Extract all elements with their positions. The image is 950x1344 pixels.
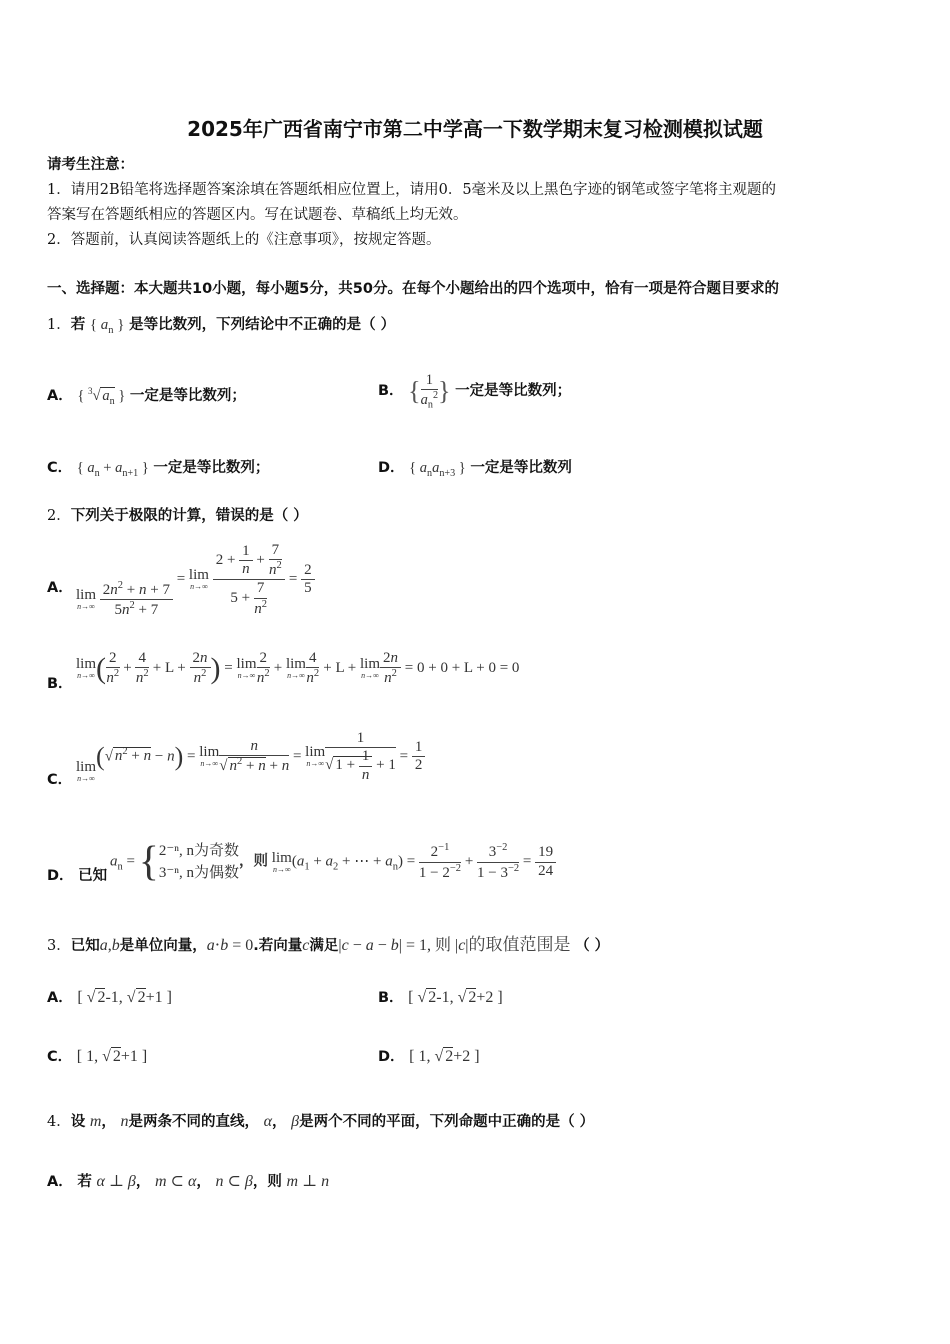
q3-mid-1: 是单位向量， xyxy=(119,938,207,954)
q1-number: 1． xyxy=(47,317,71,333)
q3-option-a xyxy=(47,986,172,1007)
q2-number: 2． xyxy=(47,508,71,524)
notice-line-1a: 1．请用2B铅笔将选择题答案涂填在答题纸相应位置上，请用0．5毫米及以上黑色字迹的钢笔或签字笔将主观题的 xyxy=(47,182,777,198)
q3-option-d xyxy=(378,1045,480,1066)
q4-a-pre: 若 xyxy=(77,1174,92,1190)
q2-d-case-1: 2⁻ⁿ, n为奇数 xyxy=(158,842,240,859)
q1-seq-formula: { $a_n$ } xyxy=(89,317,125,336)
question-4: 4．设 m， n是两条不同的直线， α， β是两个不同的平面，下列命题中正确的是（ ） xyxy=(47,1113,595,1130)
q1-option-a xyxy=(47,384,246,407)
q3-number: 3． xyxy=(47,938,71,954)
q3-paren: （ ） xyxy=(575,938,610,954)
q2-c-label: C． xyxy=(47,772,73,788)
q3-b-label: B． xyxy=(378,990,404,1006)
q2-stem: 下列关于极限的计算，错误的是（ ） xyxy=(70,508,308,524)
section-heading: 一、选择题：本大题共10小题，每小题5分，共50分。在每个小题给出的四个选项中，恰有一项是符合题目要求的 xyxy=(47,281,779,297)
question-2 xyxy=(47,504,308,525)
q3-c-formula: [ 1, √ 2+1 ] xyxy=(76,1048,148,1065)
question-1 xyxy=(47,313,395,336)
q1-a-label: A． xyxy=(47,388,73,404)
q4-mid-4: 是两个不同的平面，下列命题中正确的是（ ） xyxy=(299,1114,595,1130)
q1-a-text: 一定是等比数列； xyxy=(129,388,246,404)
q2-a-formula: lim n→∞ $\frac{2n^2 + n + 7}{5n^2 + 7}$ = lim n→∞ 2 + $\frac{1}{n}$ + $\frac{7}{n^2}$ 5 + $\frac{7}{n^2}$ = $\frac{2}{5}$ xyxy=(76,540,315,620)
q4-number: 4． xyxy=(47,1114,71,1130)
q4-mid-3: ， xyxy=(272,1114,287,1130)
q1-b-text: 一定是等比数列； xyxy=(455,382,572,399)
q2-c-formula: lim n→∞ (√ $n^2 + n - n) = \lim$ n→∞ $\frac{n}{√ n^2 + n + n}$ = lim n→∞ 1 √ 1 + $\frac{1}{n}$ + 1 = $\frac{1}{2}$ xyxy=(76,730,425,784)
q2-d-formula: $a_n$ = { 2⁻ⁿ, n为奇数 3⁻ⁿ, n为偶数 ，则 lim n→∞ ($a_1 + a_2$ + ⋯ + $a_n$) = $\frac{2^{-1}}{1 - 2^{-2}}$ + $\frac{3^{-2}}{1 - 3^{-2}}$ = $\frac{19}{24}$ xyxy=(110,838,556,886)
q2-d-label: D． xyxy=(47,868,74,884)
q4-mid-1: ， xyxy=(101,1114,116,1130)
q2-option-d xyxy=(47,864,107,885)
q2-b-formula: lim n→∞ ( $\frac{2}{n^2}$ + $\frac{4}{n^2}$ + L + $\frac{2n}{n^2}$ ) = lim n→∞ $\frac{2}{n^2}$ + lim n→∞ $\frac{4}{n^2}$ + L + lim n→∞ $\frac{2n}{n^2}$ = 0 + 0 + L + 0 = 0 xyxy=(76,650,520,687)
q3-pre: 已知 xyxy=(70,938,100,954)
q2-d-pre: 已知 xyxy=(78,868,108,884)
q4-pre: 设 xyxy=(70,1114,86,1130)
q3-d-label: D． xyxy=(378,1049,405,1065)
q3-tail: 的取值范围是 xyxy=(468,935,571,954)
q1-d-text: 一定是等比数列 xyxy=(470,460,572,476)
q3-b-formula: [ √ 2-1, √ 2+2 ] xyxy=(408,989,503,1006)
q3-d-formula: [ 1, √ 2+2 ] xyxy=(409,1048,480,1065)
q4-a-comma-1: ， xyxy=(135,1174,151,1190)
q3-a-label: A． xyxy=(47,990,73,1006)
q1-d-label: D． xyxy=(378,460,405,476)
question-3: 3．已知a,b是单位向量，a⋅b = 0.若向量c满足|c − a − b| = 1, 则 |c|的取值范围是 （ ） xyxy=(47,935,610,954)
notice-line-2: 2．答题前，认真阅读答题纸上的《注意事项》，按规定答题。 xyxy=(47,232,441,248)
q2-d-case-2: 3⁻ⁿ, n为偶数 xyxy=(158,865,240,881)
q3-mid-2: .若向量 xyxy=(253,938,303,954)
q3-c-label: C． xyxy=(47,1049,73,1065)
q1-c-label: C． xyxy=(47,460,73,476)
q1-b-formula: { $\frac{1}{a_n^2}$ } xyxy=(408,372,451,411)
q4-a-then: ，则 xyxy=(252,1174,282,1190)
q1-c-formula: { $a_n + a_{n+1}$ } xyxy=(76,460,149,479)
q1-option-b xyxy=(378,372,571,411)
q2-a-label: A． xyxy=(47,580,73,596)
q2-b-label: B． xyxy=(47,676,73,692)
q3-a-formula: [ √ 2-1, √ 2+1 ] xyxy=(77,989,172,1006)
notice-line-1b: 答案写在答题纸相应的答题区内。写在试题卷、草稿纸上均无效。 xyxy=(47,207,468,223)
q4-mid-2: 是两条不同的直线， xyxy=(128,1114,260,1130)
q3-option-c xyxy=(47,1045,147,1066)
q1-stem: 是等比数列，下列结论中不正确的是（ ） xyxy=(129,317,396,333)
page-title: 2025年广西省南宁市第二中学高一下数学期末复习检测模拟试题 xyxy=(187,117,763,141)
q1-option-c xyxy=(47,456,269,479)
notice-heading: 请考生注意： xyxy=(47,157,134,173)
q1-b-label: B． xyxy=(378,382,404,399)
q1-pre: 若 xyxy=(70,317,86,333)
q3-option-b xyxy=(378,986,503,1007)
q3-mid-3: 满足 xyxy=(309,938,339,954)
q2-d-mid: ，则 xyxy=(239,853,269,870)
q1-d-formula: { $a_na_{n+3}$ } xyxy=(409,460,466,479)
q4-option-a: A． 若 α ⊥ β， m ⊂ α， n ⊂ β，则 m ⊥ n xyxy=(47,1173,330,1190)
q1-option-d xyxy=(378,456,572,479)
q1-a-formula: { $^3$√ $a_n$ } xyxy=(77,386,126,407)
q4-a-label: A． xyxy=(47,1174,73,1190)
q4-a-comma-2: ， xyxy=(196,1174,211,1190)
q1-c-text: 一定是等比数列； xyxy=(153,460,270,476)
